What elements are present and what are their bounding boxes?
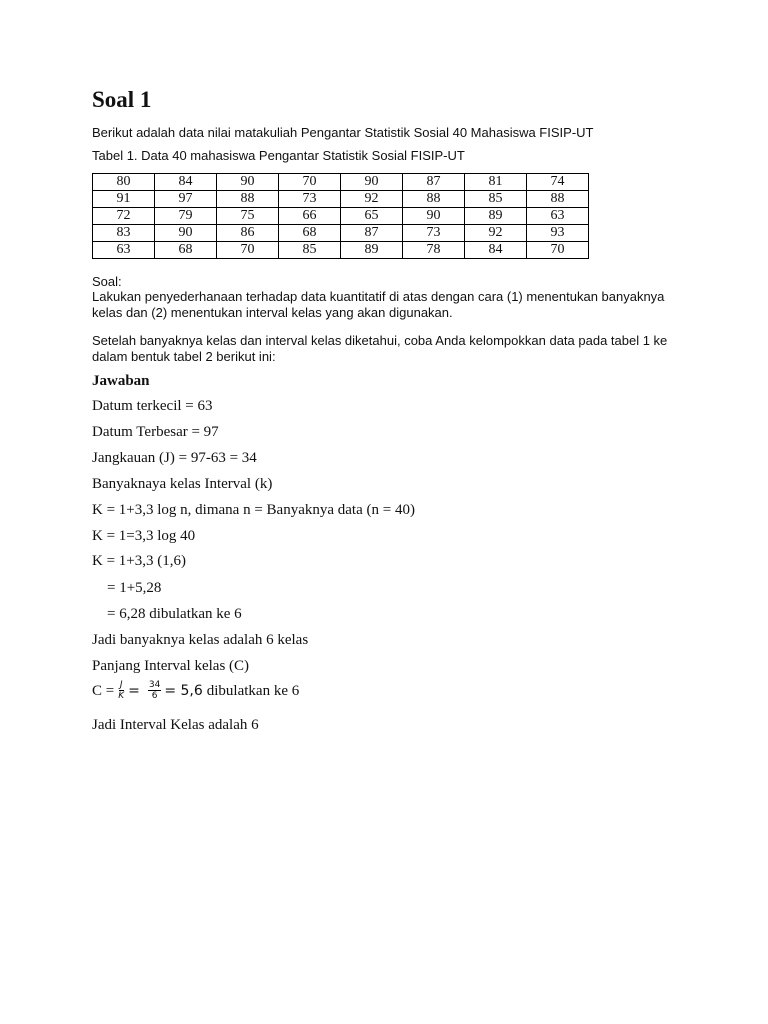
intro-text: Berikut adalah data nilai matakuliah Pengantar Statistik Sosial 40 Mahasiswa FISIP-UT [92, 125, 594, 140]
table-cell: 90 [155, 225, 217, 242]
table-cell: 66 [279, 208, 341, 225]
table-cell: 88 [217, 191, 279, 208]
table-cell: 81 [465, 174, 527, 191]
c-formula-suffix: dibulatkan ke 6 [206, 682, 300, 699]
table-cell: 63 [93, 242, 155, 259]
table-cell: 68 [155, 242, 217, 259]
table-cell: 68 [279, 225, 341, 242]
table-cell: 88 [403, 191, 465, 208]
table-caption: Tabel 1. Data 40 mahasiswa Pengantar Statistik Sosial FISIP-UT [92, 148, 465, 163]
table-cell: 90 [403, 208, 465, 225]
answer-line-k4: = 1+5,28 [107, 580, 162, 596]
table-cell: 70 [527, 242, 589, 259]
table-cell: 80 [93, 174, 155, 191]
fraction-j-over-k [117, 680, 125, 701]
table-cell: 87 [341, 225, 403, 242]
table-cell: 74 [527, 174, 589, 191]
table-cell: 70 [217, 242, 279, 259]
c-formula-prefix: C = [92, 682, 115, 699]
table-row [93, 208, 589, 225]
answer-line-k3: K = 1+3,3 (1,6) [92, 553, 186, 569]
answer-line-k-heading: Banyaknaya kelas Interval (k) [92, 476, 273, 492]
table-cell: 92 [465, 225, 527, 242]
table-cell: 88 [527, 191, 589, 208]
table-cell: 83 [93, 225, 155, 242]
table-cell: 90 [341, 174, 403, 191]
data-table [92, 173, 589, 259]
table-row [93, 174, 589, 191]
answer-line-range: Jangkauan (J) = 97-63 = 34 [92, 450, 257, 466]
answer-line-k2: K = 1=3,3 log 40 [92, 528, 196, 544]
instruction-text: Setelah banyaknya kelas dan interval kelas diketahui, coba Anda kelompokkan data pada tabel 1 ke dalam bentuk tabel 2 berikut ini: [92, 333, 668, 364]
c-formula-equals: = [128, 682, 140, 699]
table-row [93, 191, 589, 208]
jawaban-heading: Jawaban [92, 373, 150, 389]
table-row [93, 242, 589, 259]
table-cell: 84 [465, 242, 527, 259]
answer-line-k1: K = 1+3,3 log n, dimana n = Banyaknya data (n = 40) [92, 502, 415, 518]
fraction-denominator: K [118, 691, 125, 701]
table-cell: 85 [465, 191, 527, 208]
table-cell: 70 [279, 174, 341, 191]
answer-line-c-result: Jadi Interval Kelas adalah 6 [92, 717, 259, 733]
page-title: Soal 1 [92, 87, 152, 112]
answer-line-max: Datum Terbesar = 97 [92, 424, 219, 440]
answer-line-c-heading: Panjang Interval kelas (C) [92, 658, 250, 674]
table-cell: 84 [155, 174, 217, 191]
table-cell: 78 [403, 242, 465, 259]
c-formula-value: = 5,6 [164, 682, 203, 699]
fraction-numerator: 34 [148, 680, 161, 690]
table-cell: 89 [465, 208, 527, 225]
table-cell: 90 [217, 174, 279, 191]
answer-line-k5: = 6,28 dibulatkan ke 6 [107, 606, 242, 622]
soal-text: Lakukan penyederhanaan terhadap data kuantitatif di atas dengan cara (1) menentukan banyaknya kelas dan (2) menentukan interval kelas yang akan digunakan. [92, 289, 665, 320]
table-cell: 72 [93, 208, 155, 225]
table-cell: 63 [527, 208, 589, 225]
table-cell: 87 [403, 174, 465, 191]
fraction-34-over-6 [148, 680, 161, 701]
c-formula [92, 680, 299, 701]
answer-line-k-result: Jadi banyaknya kelas adalah 6 kelas [92, 632, 309, 648]
table-row [93, 225, 589, 242]
soal-label: Soal: [92, 274, 122, 289]
table-cell: 85 [279, 242, 341, 259]
table-cell: 73 [403, 225, 465, 242]
table-cell: 93 [527, 225, 589, 242]
table-cell: 79 [155, 208, 217, 225]
table-cell: 91 [93, 191, 155, 208]
table-cell: 92 [341, 191, 403, 208]
fraction-denominator: 6 [151, 691, 158, 701]
table-cell: 65 [341, 208, 403, 225]
table-cell: 86 [217, 225, 279, 242]
fraction-numerator: J [119, 680, 123, 690]
table-cell: 75 [217, 208, 279, 225]
answer-line-min: Datum terkecil = 63 [92, 398, 213, 414]
table-cell: 89 [341, 242, 403, 259]
table-cell: 73 [279, 191, 341, 208]
table-cell: 97 [155, 191, 217, 208]
